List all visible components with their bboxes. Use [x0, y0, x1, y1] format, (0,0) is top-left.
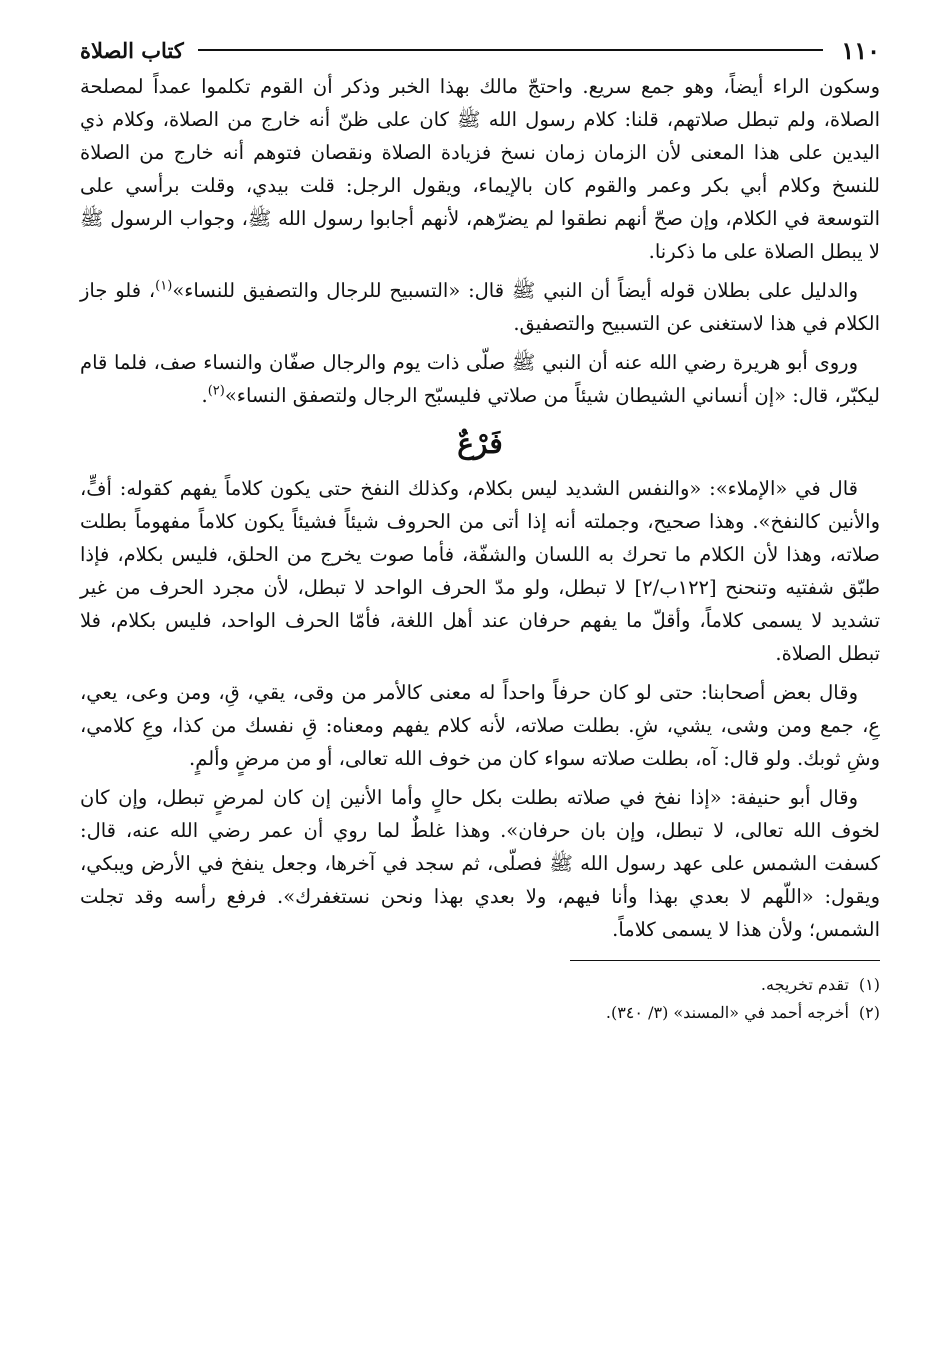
paragraph: وقال أبو حنيفة: «إذا نفخ في صلاته بطلت بكل حالٍ وأما الأنين إن كان لمرضٍ تبطل، وإن كان لخوف الله تعالى، لا تبطل، وإن بان حرفان». وهذا غلطٌ لما روي أن عمر رضي الله عنه، قال: كسفت الشمس على عهد رسول الله ﷺ فصلّى، ثم سجد في آخرها، وجعل ينفخ في الأرض ويبكي، ويقول: «اللّهم لا بعدي بهذا وأنا فيهم، ولا بعدي بهذا ونحن نستغفرك». فرفع رأسه وقد تجلت الشمس؛ ولأن هذا لا يسمى كلاماً.	[80, 786, 880, 941]
paragraph-text-tail: .	[201, 384, 208, 407]
footnote-reference[interactable]: (٢)	[207, 383, 225, 399]
paragraph-text-tail: ، فلو جاز الكلام في هذا لاستغنى عن التسبيح والتصفيق.	[80, 279, 880, 335]
paragraph: قال في «الإملاء»: «والنفس الشديد ليس بكلام، وكذلك النفخ حتى يكون كلاماً يفهم كقوله: أفٍّ، والأنين كالنفخ». وهذا صحيح، وجملته أنه إذا أتى من الحروف شيئاً فشيئاً يكون كلاماً مفهوماً بطلت صلاته، وهذا لأن الكلام ما تحرك به اللسان والشفّة، فأما صوت يخرج من الحلق، فليس بكلام، فإذا طبّق شفتيه وتنحنح [١٢٢ب/٢] لا تبطل، ولو مدّ الحرف الواحد لا تبطل، لأن مجرد الحرف من غير تشديد لا يسمى كلاماً، وأقلّ ما يفهم حرفان عند أهل اللغة، فأمّا الحرف الواحد، فليس بكلام، فلا تبطل الصلاة.	[80, 477, 880, 665]
header-rule	[198, 49, 824, 51]
paragraph: وقال بعض أصحابنا: حتى لو كان حرفاً واحداً له معنى كالأمر من وقى، يقي، قِ، ومن وعى، يعي، عِ، جمع ومن وشى، يشي، شِ. بطلت صلاته، لأنه كلام يفهم ومعناه: قِ نفسك من كذا، وعِ كلامي، وشِ ثوبك. ولو قال: آه، بطلت صلاته سواء كان من خوف الله تعالى، أو من مرضٍ وألمٍ.	[80, 681, 880, 770]
footnote-separator	[570, 960, 880, 961]
footnote-number: (٢)	[858, 1003, 880, 1022]
footnote-text: أخرجه أحمد في «المسند» (٣/ ٣٤٠).	[605, 1003, 849, 1022]
footnote	[80, 971, 880, 999]
paragraph-text: وروى أبو هريرة رضي الله عنه أن النبي ﷺ صلّى ذات يوم والرجال صفّان والنساء صف، فلما قام ليكبّر، قال: «إن أنساني الشيطان شيئاً من صلاتي فليسبّح الرجال ولتصفق النساء»	[80, 351, 880, 407]
footnote-text: تقدم تخريجه.	[760, 975, 849, 994]
paragraph	[80, 274, 880, 340]
footnote	[80, 999, 880, 1027]
running-title: كتاب الصلاة	[80, 37, 184, 63]
footnotes	[80, 971, 880, 1027]
page-header	[80, 30, 880, 70]
paragraph	[80, 346, 880, 412]
section-heading: فَرْعٌ	[457, 427, 503, 460]
footnote-number: (١)	[858, 975, 880, 994]
main-text	[80, 70, 880, 946]
paragraph	[80, 70, 880, 268]
paragraph-text: وسكون الراء أيضاً، وهو جمع سريع. واحتجّ مالك بهذا الخبر وذكر أن القوم تكلموا عمداً لمصلحة الصلاة، ولم تبطل صلاتهم، قلنا: كلام رسول الله ﷺ كان على ظنّ أنه خارج من الصلاة، وكلام ذي اليدين على هذا المعنى لأن الزمان زمان نسخ فزيادة الصلاة ونقصان فتوهم أنه خارج من الصلاة للنسخ وكلام أبي بكر وعمر والقوم كان بالإيماء، ويقول الرجل: قلت بيدي، وقلت برأسي على التوسعة في الكلام، وإن صحّ أنهم نطقوا لم يضرّهم، لأنهم أجابوا رسول الله ﷺ، وجواب الرسول ﷺ لا يبطل الصلاة على ما ذكرنا.	[80, 75, 880, 263]
paragraph-text: والدليل على بطلان قوله أيضاً أن النبي ﷺ قال: «التسبيح للرجال والتصفيق للنساء»	[172, 279, 858, 302]
footnote-reference[interactable]: (١)	[155, 278, 173, 294]
page-number: ١١٠	[841, 35, 880, 65]
document-page	[80, 30, 880, 1360]
